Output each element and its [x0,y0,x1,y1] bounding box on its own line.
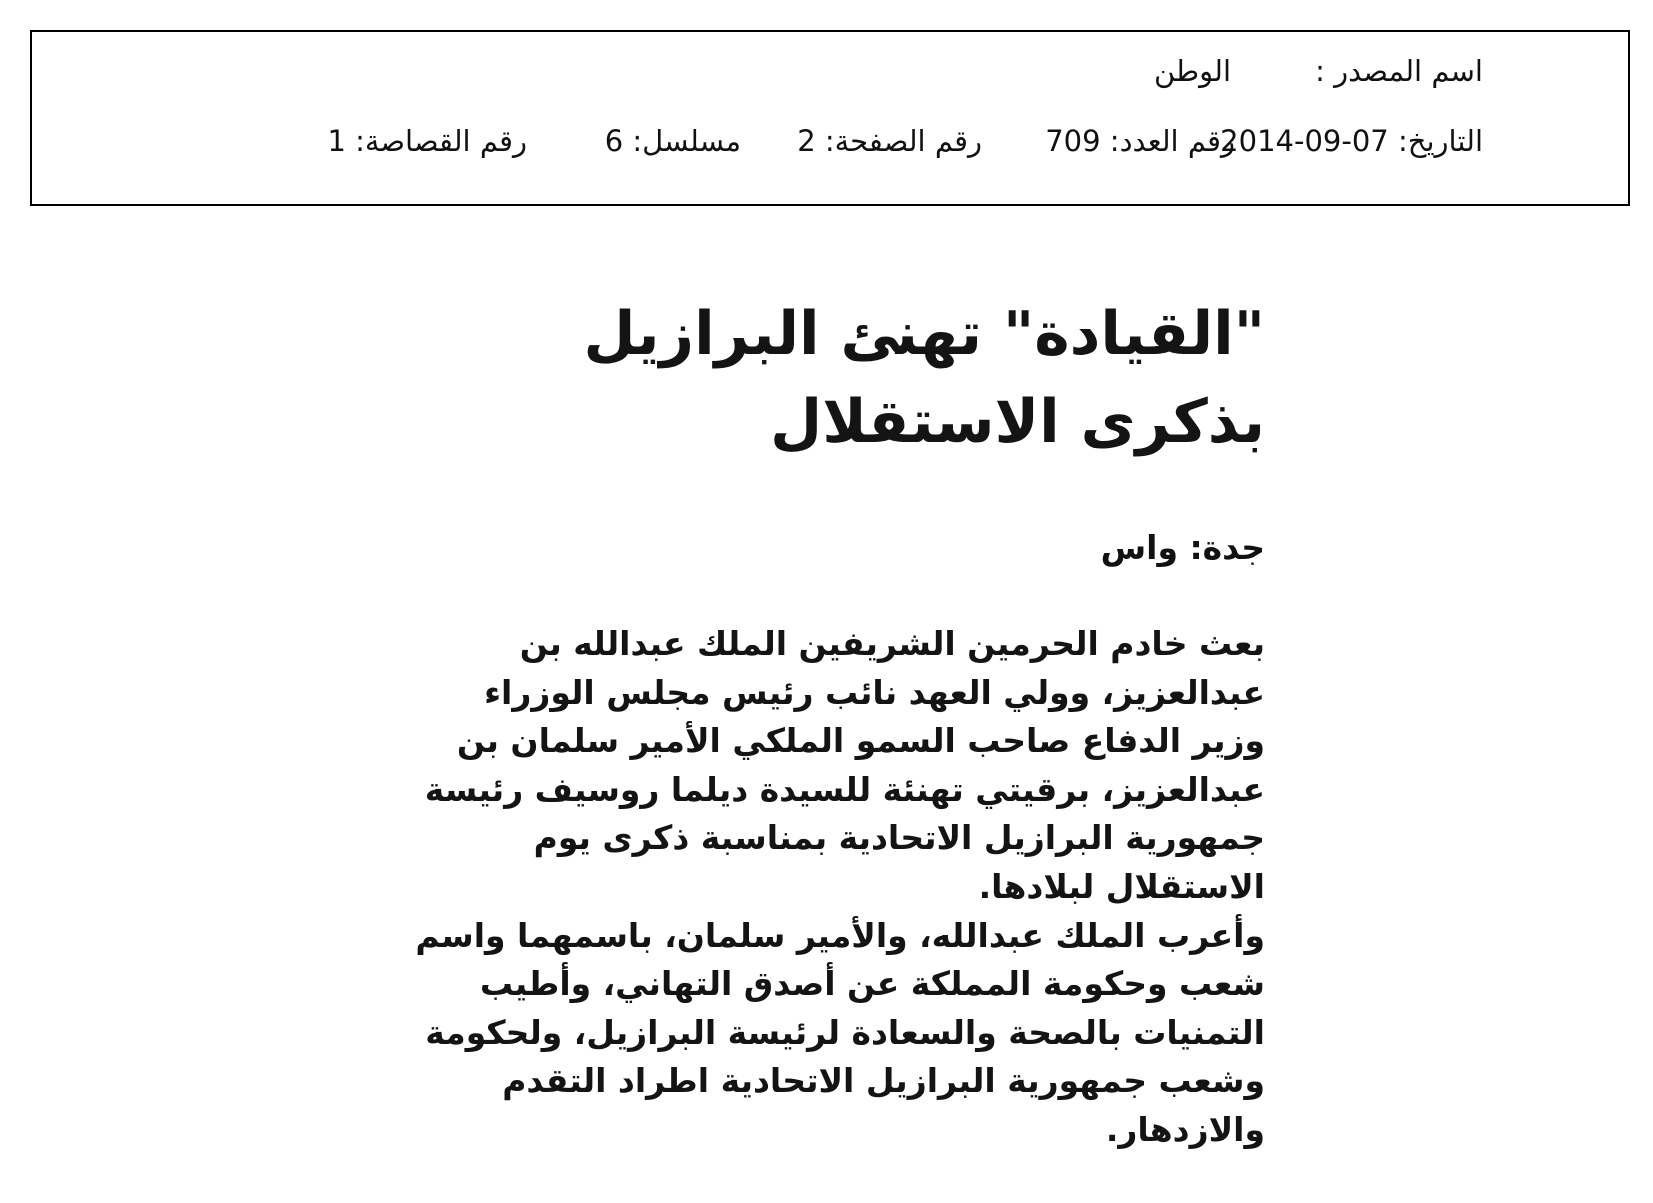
headline-line-2: بذكرى الاستقلال [770,387,1265,457]
date-field: التاريخ: 07-09-2014 [1220,124,1483,158]
paragraph-2: وأعرب الملك عبدالله، والأمير سلمان، باسمهما واسم شعب وحكومة المملكة عن أصدق التهاني، وأطيب التمنيات بالصحة والسعادة لرئيسة البرازيل، ولحكومة وشعب جمهورية البرازيل الاتحادية اطراد التقدم والازدهار. [415,915,1265,1149]
clip-number-field: رقم القصاصة: 1 [327,124,527,158]
article-dateline: جدة: واس [1100,528,1265,567]
page-number-field: رقم الصفحة: 2 [797,124,982,158]
source-label: اسم المصدر : [1315,54,1483,88]
clipping-metadata-box [30,30,1630,206]
article-headline [465,290,1265,466]
serial-field: مسلسل: 6 [604,124,741,158]
source-value: الوطن [1153,54,1231,88]
issue-number-field: رقم العدد: 709 [1045,124,1235,158]
headline-line-1: "القيادة" تهنئ البرازيل [583,299,1265,369]
paragraph-1: بعث خادم الحرمين الشريفين الملك عبدالله بن عبدالعزيز، وولي العهد نائب رئيس مجلس الوزراء وزير الدفاع صاحب السمو الملكي الأمير سلمان بن عبدالعزيز، برقيتي تهنئة للسيدة ديلما روسيف رئيسة جمهورية البرازيل الاتحادية بمناسبة ذكرى يوم الاستقلال لبلادها. [424,624,1265,906]
article-body [405,620,1265,1155]
